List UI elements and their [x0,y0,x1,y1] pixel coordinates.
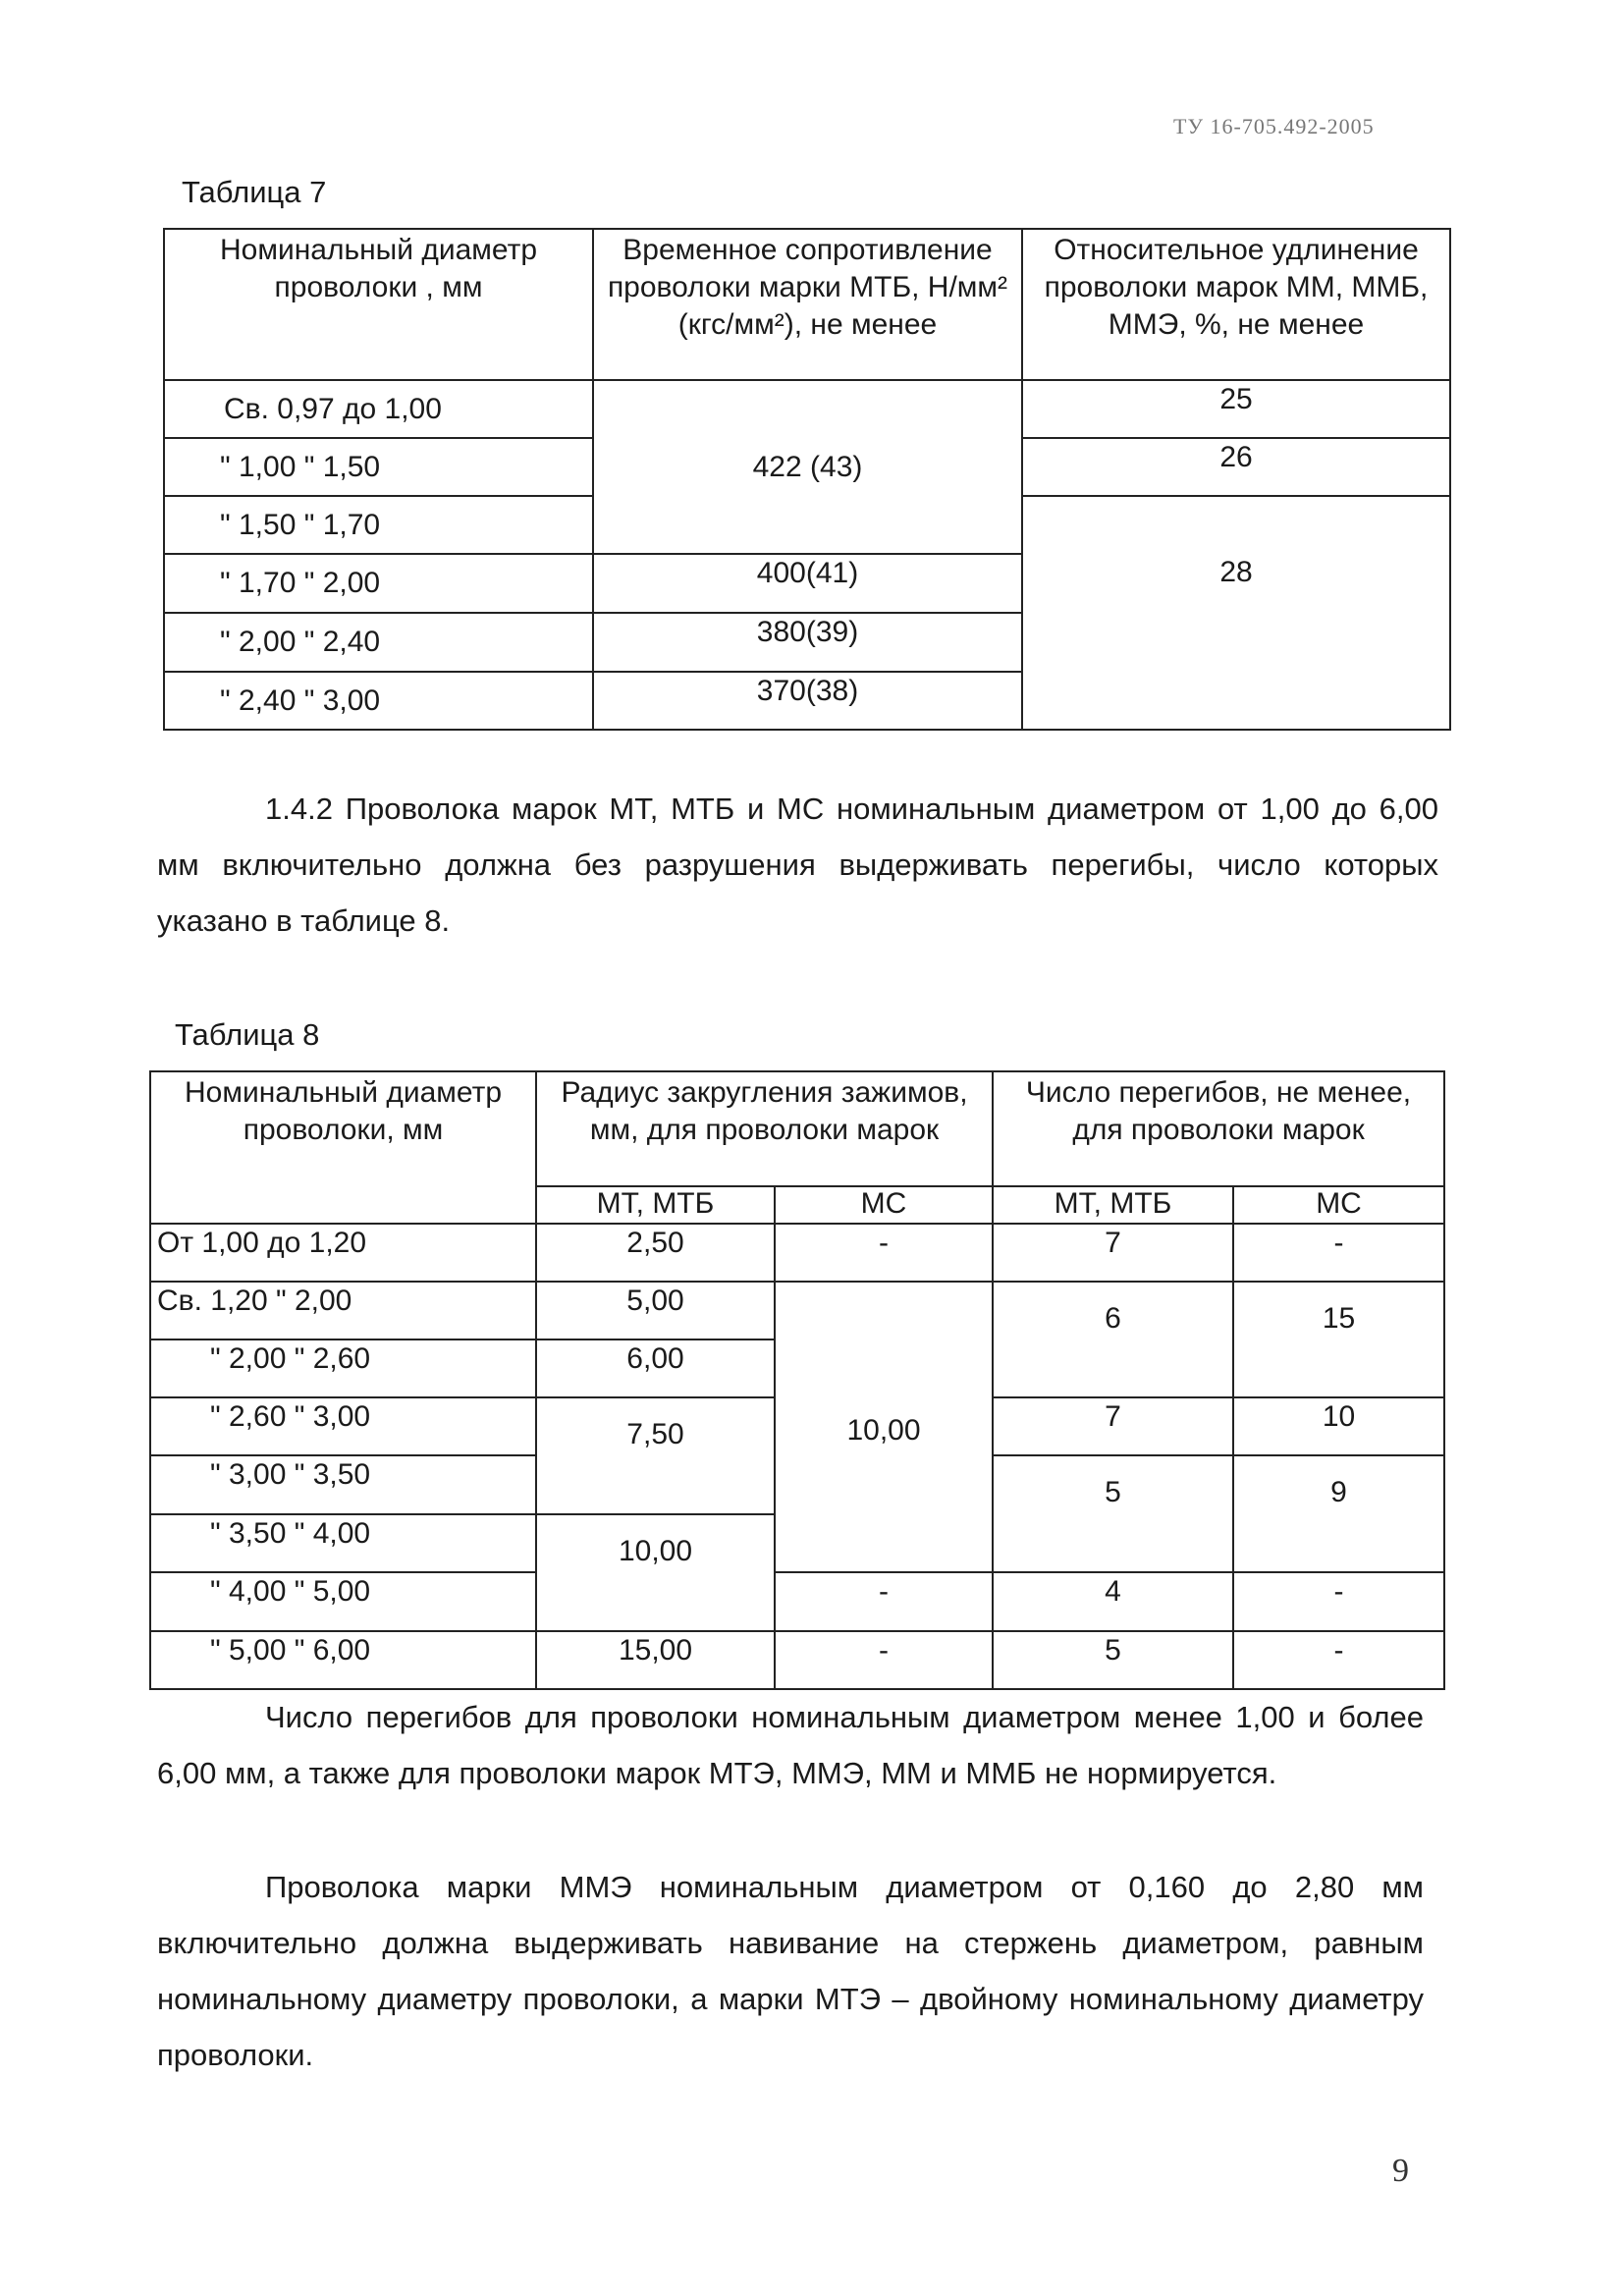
header-elongation: Относительное удлинение проволоки марок ММ, ММБ, ММЭ, %, не менее [1022,229,1450,380]
bends-mt-cell: 4 [993,1572,1233,1631]
radius-mt-cell: 6,00 [536,1339,775,1397]
bends-mt-cell: 5 [993,1455,1233,1572]
bends-ms-cell: 9 [1233,1455,1444,1572]
diameter-cell: " 3,50 " 4,00 [150,1514,536,1572]
strength-cell: 422 (43) [593,380,1022,554]
diameter-cell: " 2,40 " 3,00 [164,672,593,730]
table-row [164,380,1450,438]
diameter-cell: " 2,00 " 2,40 [164,613,593,672]
subheader-radius-ms: МС [775,1186,993,1224]
table-8 [149,1070,1445,1690]
strength-cell: 380(39) [593,613,1022,672]
radius-ms-cell: - [775,1631,993,1689]
table8-caption: Таблица 8 [175,1017,320,1052]
table-row [150,1631,1444,1689]
page-number: 9 [1392,2153,1409,2189]
diameter-cell: " 2,60 " 3,00 [150,1397,536,1455]
strength-cell: 400(41) [593,554,1022,613]
bends-mt-cell: 6 [993,1282,1233,1397]
diameter-cell: " 3,00 " 3,50 [150,1455,536,1514]
paragraph-bend-note-text: Число перегибов для проволоки номинальным диаметром менее 1,00 и более 6,00 мм, а также для проволоки марок МТЭ, ММЭ, ММ и ММБ не нормируется. [157,1700,1424,1790]
subheader-bends-mt: МТ, МТБ [993,1186,1233,1224]
subheader-bends-ms: МС [1233,1186,1444,1224]
table-row [150,1282,1444,1339]
elongation-cell: 25 [1022,380,1450,438]
header-diameter: Номинальный диаметр проволоки , мм [164,229,593,380]
paragraph-bend-note [157,1689,1424,1801]
radius-mt-cell: 15,00 [536,1631,775,1689]
header-bends: Число перегибов, не менее, для проволоки марок [993,1071,1444,1186]
strength-cell: 370(38) [593,672,1022,730]
bends-ms-cell: 15 [1233,1282,1444,1397]
diameter-cell: " 1,50 " 1,70 [164,496,593,554]
diameter-cell: Св. 1,20 " 2,00 [150,1282,536,1339]
radius-ms-cell: - [775,1572,993,1631]
radius-mt-cell: 5,00 [536,1282,775,1339]
header-diameter: Номинальный диаметр проволоки, мм [150,1071,536,1224]
elongation-cell: 28 [1022,496,1450,730]
paragraph-mme-note-text: Проволока марки ММЭ номинальным диаметром от 0,160 до 2,80 мм включительно должна выдерживать навивание на стержень диаметром, равным номинальному диаметру проволоки, а марки МТЭ – двойному номинальному диаметру проволоки. [157,1870,1424,2072]
diameter-cell: " 1,70 " 2,00 [164,554,593,613]
table-header-row [150,1071,1444,1186]
elongation-cell: 26 [1022,438,1450,496]
radius-ms-cell: - [775,1224,993,1282]
table7-caption: Таблица 7 [182,175,327,209]
table-row [150,1224,1444,1282]
document-code: ТУ 16-705.492-2005 [1173,114,1375,138]
radius-mt-cell: 2,50 [536,1224,775,1282]
radius-ms-cell: 10,00 [775,1282,993,1572]
radius-mt-cell: 10,00 [536,1514,775,1631]
subheader-radius-mt: МТ, МТБ [536,1186,775,1224]
header-radius: Радиус закругления зажимов, мм, для проволоки марок [536,1071,993,1186]
diameter-cell: " 5,00 " 6,00 [150,1631,536,1689]
bends-mt-cell: 5 [993,1631,1233,1689]
radius-mt-cell: 7,50 [536,1397,775,1514]
bends-ms-cell: 10 [1233,1397,1444,1455]
table-7 [163,228,1451,731]
paragraph-1-4-2-text: 1.4.2 Проволока марок МТ, МТБ и МС номинальным диаметром от 1,00 до 6,00 мм включительно должна без разрушения выдерживать перегибы, число которых указано в таблице 8. [157,792,1438,938]
bends-ms-cell: - [1233,1224,1444,1282]
paragraph-mme-note [157,1859,1424,2083]
diameter-cell: " 1,00 " 1,50 [164,438,593,496]
diameter-cell: Св. 0,97 до 1,00 [164,380,593,438]
diameter-cell: " 4,00 " 5,00 [150,1572,536,1631]
diameter-cell: " 2,00 " 2,60 [150,1339,536,1397]
paragraph-1-4-2 [157,781,1438,949]
bends-mt-cell: 7 [993,1397,1233,1455]
header-strength: Временное сопротивление проволоки марки МТБ, Н/мм² (кгс/мм²), не менее [593,229,1022,380]
table-row [150,1572,1444,1631]
bends-ms-cell: - [1233,1631,1444,1689]
diameter-cell: От 1,00 до 1,20 [150,1224,536,1282]
table-header-row [164,229,1450,380]
bends-mt-cell: 7 [993,1224,1233,1282]
bends-ms-cell: - [1233,1572,1444,1631]
